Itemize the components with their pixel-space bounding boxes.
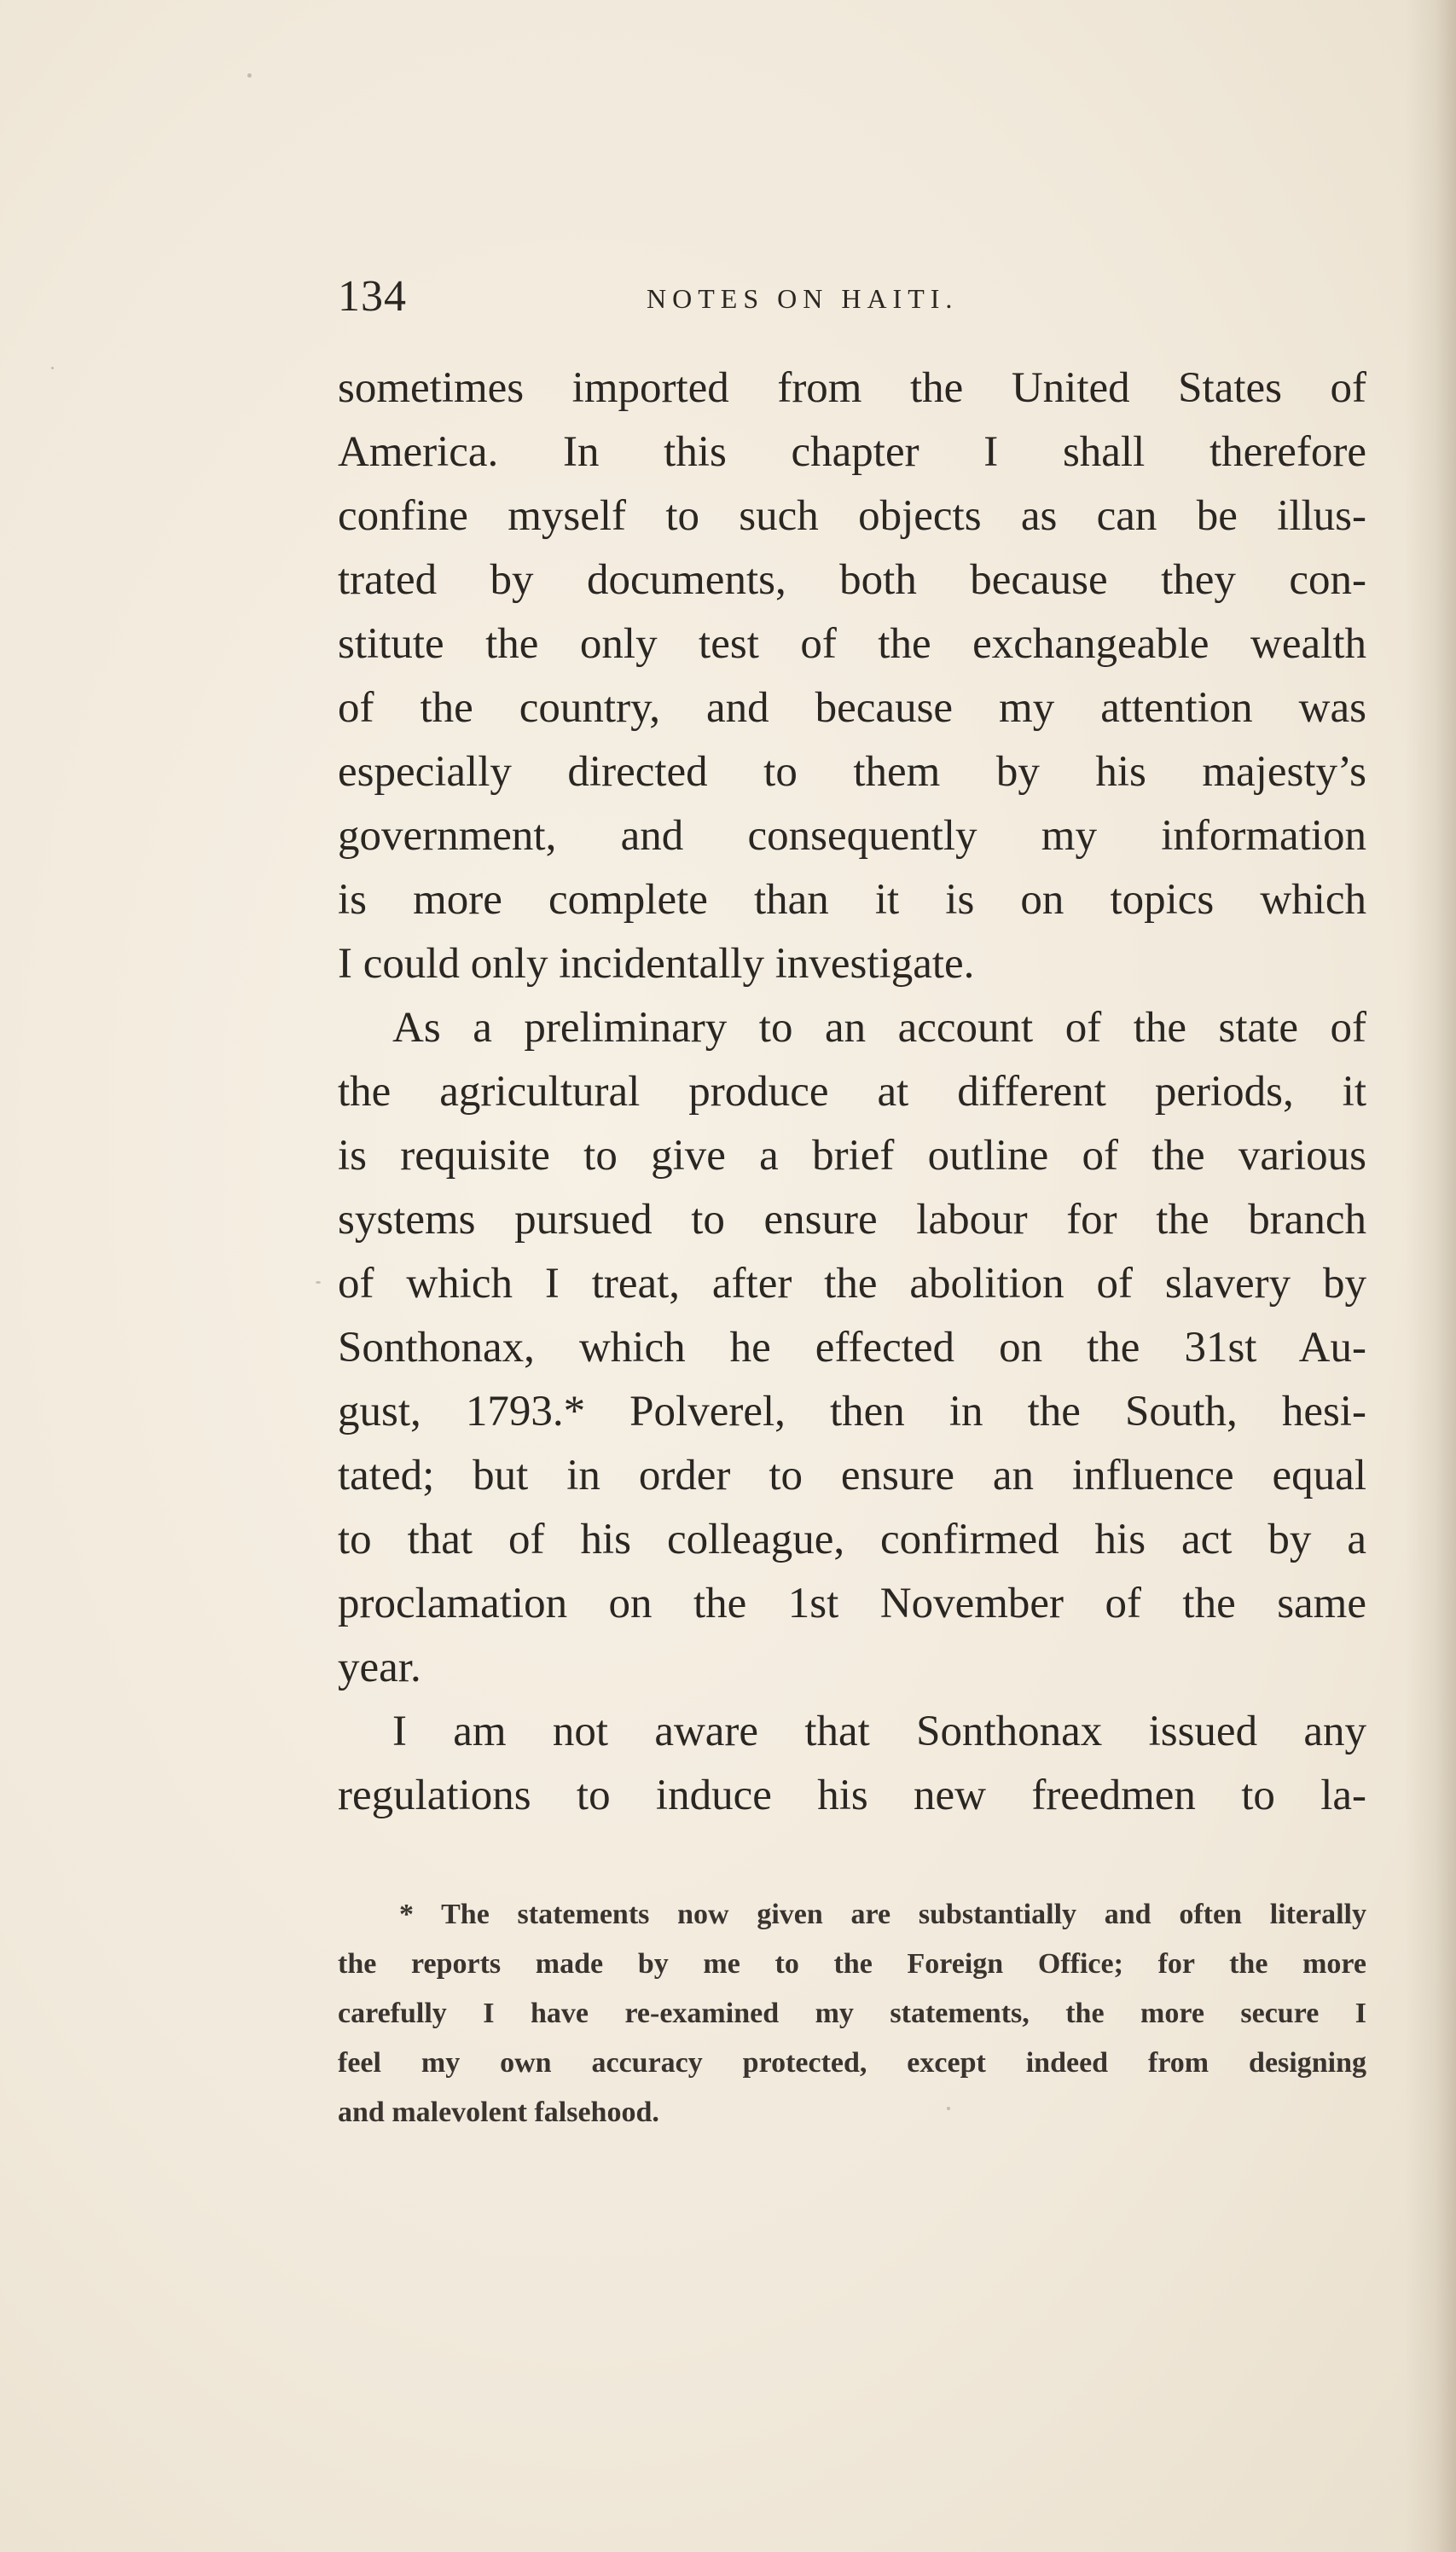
text-line: proclamation on the 1st November of the same: [338, 1580, 1366, 1627]
footnote-line: feel my own accuracy protected, except indeed from designing: [338, 2047, 1366, 2079]
text-line: stitute the only test of the exchangeable wealth: [338, 620, 1366, 668]
text-line: is more complete than it is on topics which: [338, 876, 1366, 924]
text-line: systems pursued to ensure labour for the branch: [338, 1196, 1366, 1244]
text-line: the agricultural produce at different periods, it: [338, 1068, 1366, 1116]
footnote-line: the reports made by me to the Foreign Office; for the more: [338, 1948, 1366, 1980]
text-line: is requisite to give a brief outline of the various: [338, 1132, 1366, 1180]
text-line: tated; but in order to ensure an influence equal: [338, 1452, 1366, 1499]
text-line: As a preliminary to an account of the state of: [392, 1004, 1366, 1052]
text-line: to that of his colleague, confirmed his act by a: [338, 1516, 1366, 1563]
footnote-line: carefully I have re-examined my statements, the more secure I: [338, 1998, 1366, 2029]
main-text: [338, 357, 1366, 1828]
paper-speck: [316, 1281, 321, 1284]
text-line: year.: [338, 1644, 421, 1691]
paper-speck: [247, 73, 252, 78]
text-line: of which I treat, after the abolition of slavery by: [338, 1260, 1366, 1308]
text-line: I am not aware that Sonthonax issued any: [392, 1708, 1366, 1755]
text-line: gust, 1793.* Polverel, then in the South, hesi-: [338, 1388, 1366, 1436]
text-line: Sonthonax, which he effected on the 31st Au-: [338, 1324, 1366, 1372]
footnote: [338, 1890, 1366, 2137]
text-line: especially directed to them by his majesty’s: [338, 748, 1366, 796]
text-line: of the country, and because my attention was: [338, 684, 1366, 732]
footnote-line: and malevolent falsehood.: [338, 2097, 659, 2128]
text-line: trated by documents, both because they con-: [338, 556, 1366, 604]
text-line: sometimes imported from the United States of: [338, 364, 1366, 412]
text-line: America. In this chapter I shall therefore: [338, 428, 1366, 476]
running-title: NOTES ON HAITI.: [647, 283, 959, 314]
text-line: government, and consequently my information: [338, 812, 1366, 860]
running-header: [338, 271, 1366, 331]
text-line: regulations to induce his new freedmen to la-: [338, 1772, 1366, 1819]
paper-speck: [51, 367, 54, 369]
footnote-line: * The statements now given are substantially and often literally: [399, 1899, 1366, 1930]
page-number: 134: [338, 272, 407, 321]
text-line: I could only incidentally investigate.: [338, 940, 975, 988]
page-gutter-shadow: [1405, 0, 1456, 2552]
text-line: confine myself to such objects as can be illus-: [338, 492, 1366, 540]
